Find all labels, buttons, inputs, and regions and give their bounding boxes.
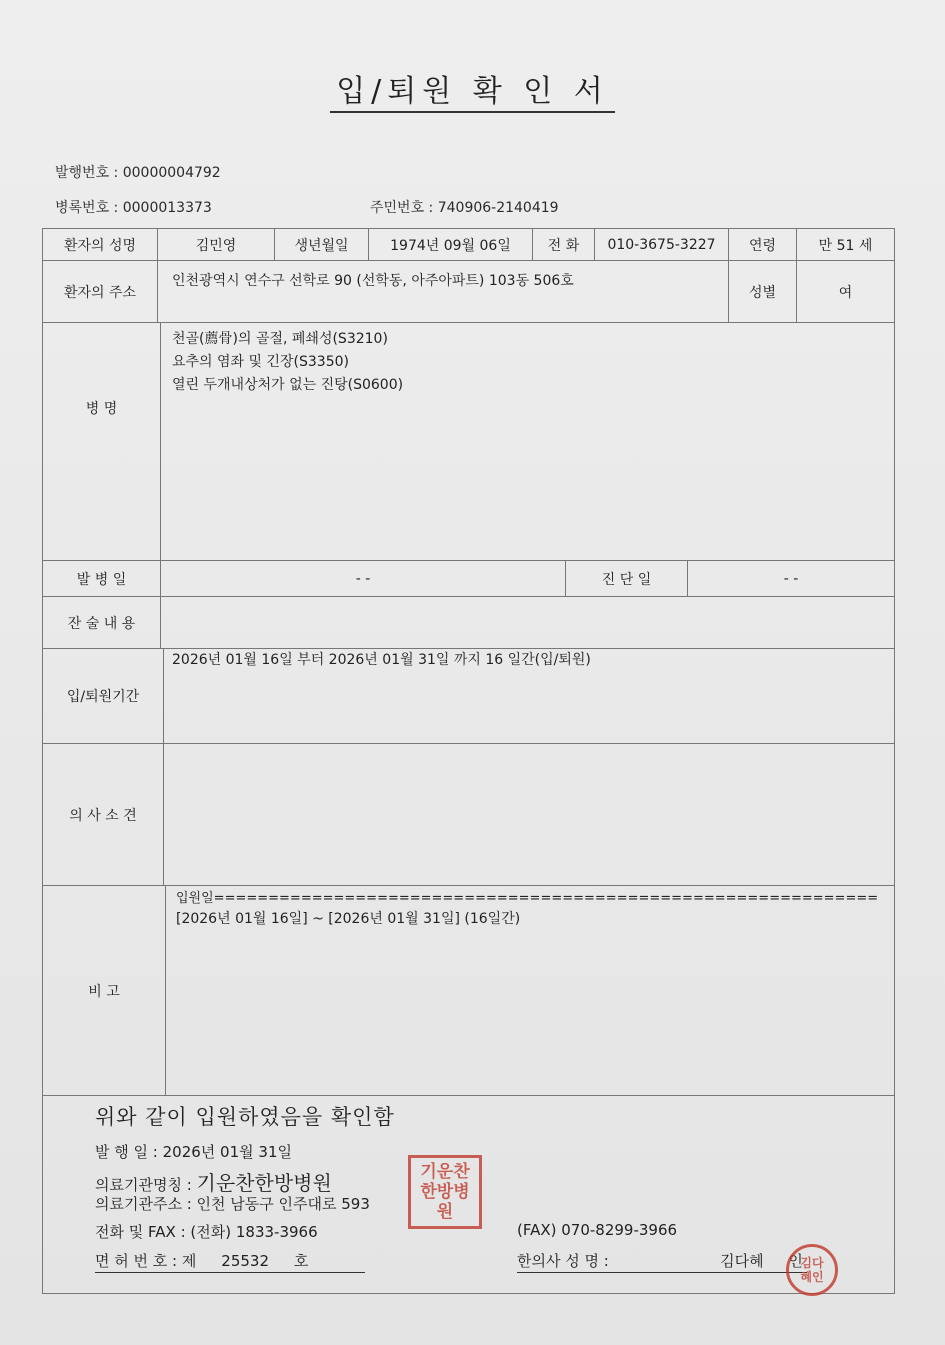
issue-number xyxy=(55,162,221,182)
institution-address-label: 의료기관주소 : xyxy=(95,1195,192,1213)
resident-number-value: 740906-2140419 xyxy=(437,200,559,216)
phone-label: 전 화 xyxy=(547,237,580,254)
diagnosis-label: 병 명 xyxy=(85,401,118,417)
institution-name: 기운찬한방병원 xyxy=(196,1171,332,1195)
diagnosis-date-label: 진 단 일 xyxy=(601,571,652,588)
fax-number: (FAX) 070-8299-3966 xyxy=(517,1221,678,1239)
doctor-name: 김다혜 xyxy=(720,1252,764,1270)
sex-value: 여 xyxy=(838,284,853,301)
doctor-label: 한의사 성 명 : xyxy=(517,1252,609,1270)
phone-number: 010-3675-3227 xyxy=(607,236,716,253)
patient-address-label: 환자의 주소 xyxy=(63,284,137,301)
sex-label: 성별 xyxy=(748,284,777,301)
institution-address-row xyxy=(95,1193,370,1214)
license-label: 면 허 번 호 : 제 xyxy=(95,1252,197,1270)
issue-number-label: 발행번호 : xyxy=(55,165,119,181)
age-value: 만 51 세 xyxy=(818,237,873,254)
birth-date: 1974년 09월 06일 xyxy=(390,237,511,254)
diagnosis-item: 열린 두개내상처가 없는 진탕(S0600) xyxy=(172,377,404,393)
license-suffix: 호 xyxy=(293,1252,309,1270)
patient-address: 인천광역시 연수구 선학로 90 (선학동, 아주아파트) 103동 506호 xyxy=(172,273,574,289)
remarks-line: [2026년 01월 16일] ~ [2026년 01월 31일] (16일간) xyxy=(176,911,521,927)
diagnosis-item: 천골(薦骨)의 골절, 폐쇄성(S3210) xyxy=(172,331,388,347)
onset-label: 발 병 일 xyxy=(76,571,127,588)
patient-name-label: 환자의 성명 xyxy=(63,237,137,254)
doctor-suffix: 인 xyxy=(788,1252,803,1270)
treatment-label: 잔 술 내 용 xyxy=(67,615,136,632)
chart-number xyxy=(55,197,212,217)
tel-number: (전화) 1833-3966 xyxy=(190,1223,318,1241)
contact-row xyxy=(95,1221,318,1242)
contact-label: 전화 및 FAX : xyxy=(95,1223,186,1241)
birth-label: 생년월일 xyxy=(294,237,349,254)
stay-period-value: 2026년 01월 16일 부터 2026년 01월 31일 까지 16 일간(입/퇴원) xyxy=(172,652,591,668)
chart-number-value: 0000013373 xyxy=(122,200,212,216)
stay-period-label: 입/퇴원기간 xyxy=(66,689,140,705)
license-row xyxy=(95,1250,365,1273)
remarks-line: 입원일============================================================= xyxy=(176,891,879,906)
doctor-seal-stamp: 김다혜인 xyxy=(786,1244,838,1296)
remarks-text xyxy=(176,888,878,930)
issue-date-label: 발 행 일 : xyxy=(95,1143,158,1161)
issue-date-row xyxy=(95,1141,292,1162)
diagnosis-list xyxy=(172,328,403,397)
institution-row xyxy=(95,1167,332,1196)
age-label: 연령 xyxy=(748,237,777,254)
document-title: 입/퇴원 확 인 서 xyxy=(0,66,945,110)
issue-date-value: 2026년 01월 31일 xyxy=(162,1143,292,1161)
onset-value: - - xyxy=(355,570,371,587)
patient-name: 김민영 xyxy=(195,237,237,254)
hospital-seal-stamp: 기운찬한방병원 xyxy=(408,1155,482,1229)
license-number: 25532 xyxy=(221,1252,269,1270)
diagnosis-item: 요추의 염좌 및 긴장(S3350) xyxy=(172,354,349,370)
institution-address: 인천 남동구 인주대로 593 xyxy=(196,1195,370,1213)
doctor-row xyxy=(517,1250,807,1273)
remarks-label: 비 고 xyxy=(88,983,120,1000)
confirmation-statement: 위와 같이 입원하였음을 확인함 xyxy=(95,1105,395,1129)
resident-number-label: 주민번호 : xyxy=(370,200,434,216)
issue-number-value: 00000004792 xyxy=(122,165,221,181)
resident-number xyxy=(370,197,559,217)
institution-label: 의료기관명칭 : xyxy=(95,1176,192,1194)
chart-number-label: 병록번호 : xyxy=(55,200,119,216)
diagnosis-date-value: - - xyxy=(783,570,799,587)
doctor-opinion-label: 의 사 소 견 xyxy=(69,807,137,824)
